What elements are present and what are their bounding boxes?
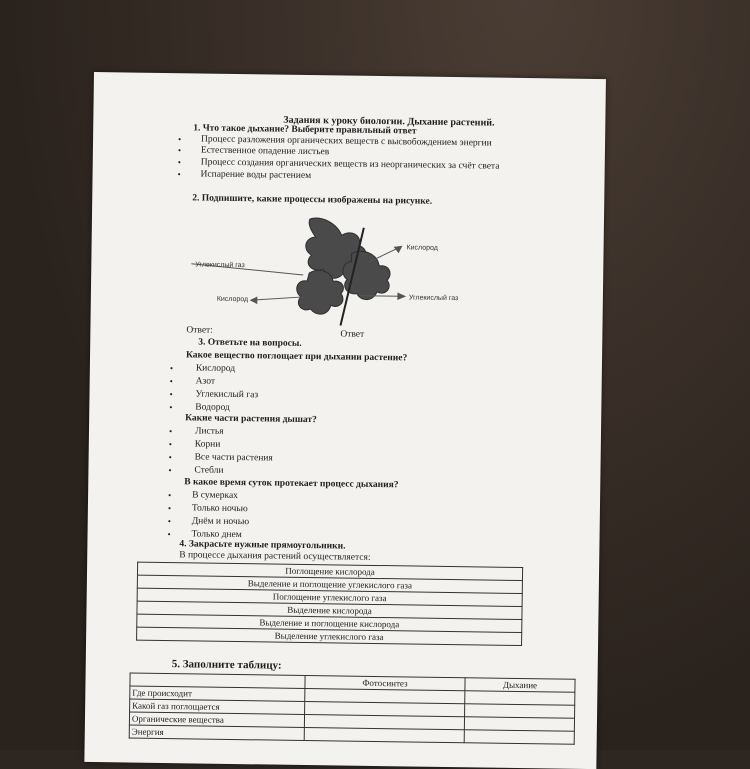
q3-heading: 3. Ответьте на вопросы. [198,337,302,349]
label-left-top: Углекислый газ [195,261,245,270]
bullet-icon: • [169,402,173,413]
q3-sub1-option: Кислород [195,363,236,374]
q5-row-label: Органические вещества [129,712,304,727]
q5-answer-cell[interactable] [464,730,574,745]
q2-heading: 2. Подпишите, какие процессы изображены на рисунке. [192,193,433,207]
answer-label-left: Ответ: [186,325,213,336]
q3-sub3-option: Только ночью [191,503,248,515]
bullet-icon: • [169,363,174,374]
bullet-icon: • [177,145,182,156]
q3-sub1-option: Азот [195,376,216,387]
q3-sub3: В какое время суток протекает процесс дыхания? [184,477,399,491]
q3-sub2-option: Листья [194,426,224,437]
q4-option-cell[interactable]: Выделение кислорода [137,601,522,619]
q3-sub3-option: В сумерках [192,490,239,502]
label-right-top: Кислород [406,244,438,252]
bullet-icon: • [168,465,172,476]
q3-sub2: Какие части растения дышат? [185,413,317,426]
q3-sub3-option: Только днем [191,529,242,541]
bullet-icon: • [178,134,182,145]
worksheet-page [84,72,606,769]
q3-sub3-option: Днём и ночью [191,516,250,528]
q3-sub2-option: Корни [194,439,221,450]
label-right-bottom: Углекислый газ [408,294,459,303]
answer-label-right: Ответ [340,329,365,340]
bullet-icon: • [177,169,181,180]
leaf-diagram [190,213,492,340]
q4-intro: В процессе дыхания растений осуществляется: [179,550,371,563]
bullet-icon: • [167,529,171,540]
q3-sub1: Какое вещество поглощает при дыхании растение? [185,350,408,364]
q4-option-cell[interactable]: Выделение и поглощение углекислого газа [137,575,522,593]
q4-heading: 4. Закрасьте нужные прямоугольники. [179,539,346,552]
q3-sub2-option: Стебли [194,465,224,476]
bullet-icon: • [168,490,172,501]
bullet-icon: • [168,439,173,450]
q1-option: Процесс разложения органических веществ с высвобождением энергии [200,134,492,149]
bullet-icon: • [168,426,173,437]
bullet-icon: • [169,376,173,387]
bullet-icon: • [169,389,173,400]
q4-option-cell[interactable]: Поглощение кислорода [137,562,522,580]
q1-option: Испарение воды растением [200,169,312,182]
q5-row-label: Где происходит [130,686,305,701]
q4-table [136,562,523,646]
q4-option-cell[interactable]: Выделение и поглощение кислорода [137,614,522,632]
q4-option-cell[interactable]: Выделение углекислого газа [137,627,522,645]
q5-heading: 5. Заполните таблицу: [171,658,282,672]
q1-option: Естественное опадение листьев [200,145,330,158]
bullet-icon: • [168,452,172,463]
page-title: Задания к уроку биологии. Дыхание растений. [283,114,495,129]
q3-sub1-option: Водород [195,402,230,413]
q5-header-cell: Дыхание [465,678,575,693]
q5-row-label: Энергия [129,725,304,740]
q5-answer-cell[interactable] [304,728,464,743]
q5-header-cell: Фотосинтез [305,676,465,691]
q5-table [129,673,576,745]
q1-heading: 1. Что такое дыхание? Выберите правильный ответ [193,123,417,137]
label-left-bottom: Кислород [216,295,249,304]
bullet-icon: • [167,503,172,514]
q4-option-cell[interactable]: Поглощение углекислого газа [137,588,522,606]
q1-option: Процесс создания органических веществ из неорганических за счёт света [200,157,500,172]
q3-sub1-option: Углекислый газ [195,389,259,401]
q5-row-label: Какой газ поглощается [130,699,305,714]
q3-sub2-option: Все части растения [194,452,273,464]
bullet-icon: • [177,157,181,168]
bullet-icon: • [167,516,171,527]
